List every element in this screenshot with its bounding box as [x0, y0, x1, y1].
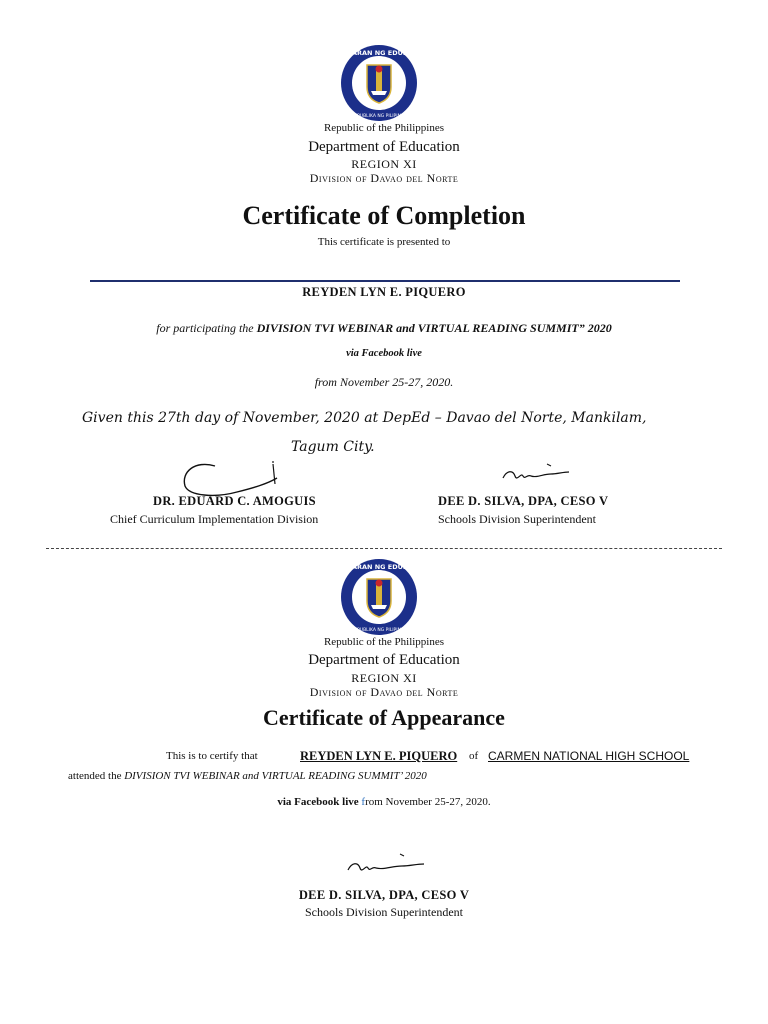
- division-label: Division of Davao del Norte: [309, 171, 459, 185]
- via-line: [0, 796, 768, 808]
- event-name: DIVISION TVI WEBINAR and VIRTUAL READING SUMMIT” 2020: [256, 321, 612, 335]
- region-label: REGION XI: [351, 671, 417, 685]
- seal-bottom-text: REPUBLIKA NG PILIPINAS: [351, 628, 407, 633]
- via-text: via Facebook live: [346, 348, 422, 359]
- school-name: CARMEN NATIONAL HIGH SCHOOL: [488, 749, 690, 763]
- deped-seal: [324, 557, 434, 637]
- seal-top-text: KAGAWARAN NG EDUKASYON: [324, 49, 434, 57]
- dates-text: from November 25-27, 2020.: [314, 375, 454, 389]
- participation-line: [0, 321, 768, 336]
- dates-first-letter: f: [361, 796, 366, 808]
- region-label: REGION XI: [351, 157, 417, 171]
- signer1-name: DR. EDUARD C. AMOGUIS: [153, 494, 316, 508]
- republic-label: Republic of the Philippines: [323, 636, 445, 648]
- signer-role: Schools Division Superintendent: [305, 905, 463, 919]
- recipient-rule: [90, 280, 680, 282]
- cut-line-divider: [46, 548, 722, 549]
- certificate-title: Certificate of Appearance: [263, 705, 505, 730]
- signer-name: DEE D. SILVA, DPA, CESO V: [298, 888, 470, 902]
- division-label: Division of Davao del Norte: [309, 685, 459, 699]
- seal-top-text: KAGAWARAN NG EDUKASYON: [324, 563, 434, 571]
- attended-line: [68, 770, 427, 782]
- signer1-role: Chief Curriculum Implementation Division: [110, 512, 319, 526]
- recipient-name: REYDEN LYN E. PIQUERO: [302, 285, 466, 299]
- department-label: Department of Education: [308, 139, 460, 155]
- attended-prefix: attended the: [68, 770, 122, 782]
- signature-silva: [495, 456, 575, 492]
- recipient-name: REYDEN LYN E. PIQUERO: [300, 749, 458, 763]
- seal-bottom-text: REPUBLIKA NG PILIPINAS: [351, 114, 407, 119]
- participation-prefix: for participating the: [156, 321, 254, 335]
- signer2-name: DEE D. SILVA, DPA, CESO V: [438, 494, 609, 508]
- dates-text: rom November 25-27, 2020.: [365, 796, 491, 808]
- signer2-role: Schools Division Superintendent: [438, 512, 596, 526]
- certificate-title: Certificate of Completion: [242, 201, 526, 230]
- department-label: Department of Education: [308, 652, 460, 668]
- presented-text: This certificate is presented to: [317, 236, 451, 248]
- republic-label: Republic of the Philippines: [323, 122, 445, 134]
- given-text-line2: Tagum City.: [291, 439, 375, 455]
- signature-silva: [340, 848, 430, 884]
- event-name: DIVISION TVI WEBINAR and VIRTUAL READING SUMMIT’ 2020: [124, 770, 427, 782]
- via-text: via Facebook live: [277, 796, 359, 808]
- given-text-line1: Given this 27th day of November, 2020 at DepEd – Davao del Norte, Mankilam,: [82, 410, 647, 426]
- deped-seal: [324, 43, 434, 123]
- of-word: of: [469, 750, 479, 762]
- certify-prefix: This is to certify that: [166, 750, 258, 762]
